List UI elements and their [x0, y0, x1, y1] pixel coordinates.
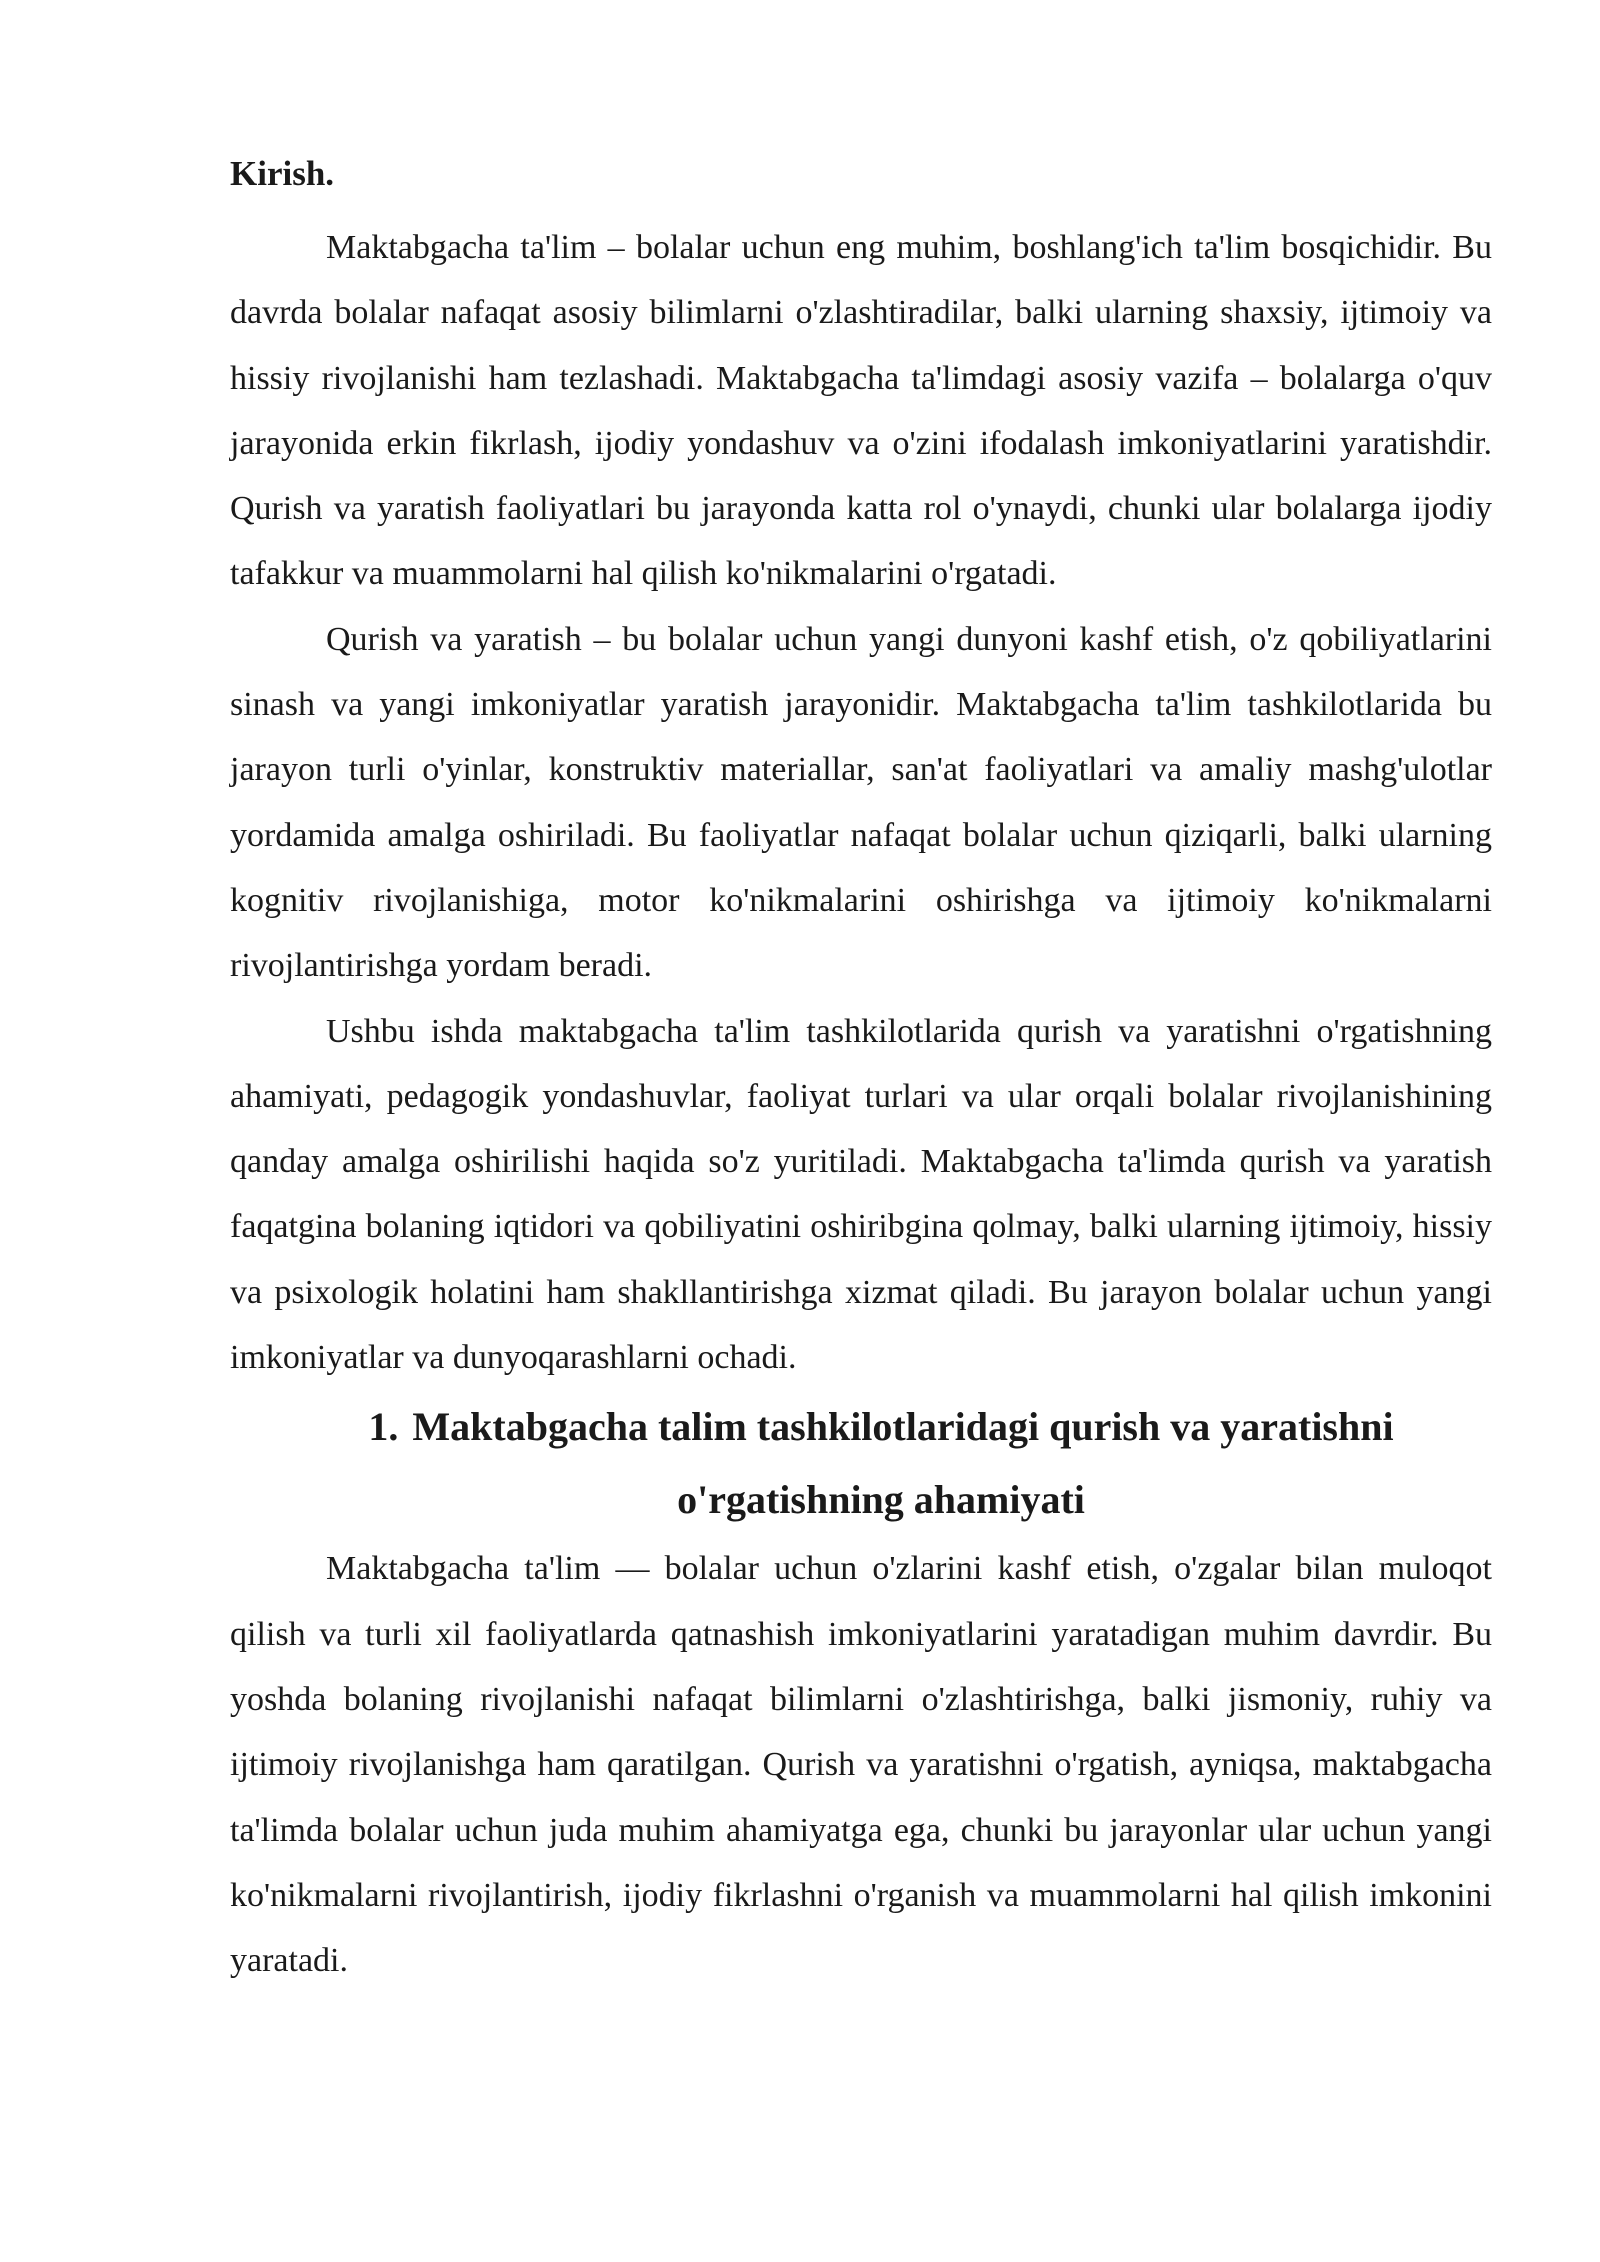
section-1-title: Maktabgacha talim tashkilotlaridagi qurish va yaratishni o'rgatishning ahamiyati: [412, 1404, 1394, 1523]
section-1-number: 1.: [368, 1404, 399, 1450]
document-page: [230, 150, 1492, 1993]
intro-paragraph-2: Qurish va yaratish – bu bolalar uchun yangi dunyoni kashf etish, o'z qobiliyatlarini sinash va yangi imkoniyatlar yaratish jarayonidir. Maktabgacha ta'lim tashkilotlarida bu jarayon turli o'yinlar, konstruktiv materiallar, san'at faoliyatlari va amaliy mashg'ulotlar yordamida amalga oshiriladi. Bu faoliyatlar nafaqat bolalar uchun qiziqarli, balki ularning kognitiv rivojlanishiga, motor ko'nikmalarini oshirishga va ijtimoiy ko'nikmalarni rivojlantirishga yordam beradi.: [230, 620, 1492, 985]
section-1-heading: [230, 1390, 1492, 1536]
intro-heading: Kirish.: [230, 154, 335, 193]
section-1-paragraph-1: Maktabgacha ta'lim — bolalar uchun o'zlarini kashf etish, o'zgalar bilan muloqot qilish va turli xil faoliyatlarda qatnashish imkoniyatlarini yaratadigan muhim davrdir. Bu yoshda bolaning rivojlanishi nafaqat bilimlarni o'zlashtirishga, balki jismoniy, ruhiy va ijtimoiy rivojlanishga ham qaratilgan. Qurish va yaratishni o'rgatish, ayniqsa, maktabgacha ta'limda bolalar uchun juda muhim ahamiyatga ega, chunki bu jarayonlar ular uchun yangi ko'nikmalarni rivojlantirish, ijodiy fikrlashni o'rganish va muammolarni hal qilish imkonini yaratadi.: [230, 1550, 1492, 1980]
intro-paragraph-3: Ushbu ishda maktabgacha ta'lim tashkilotlarida qurish va yaratishni o'rgatishning ahamiyati, pedagogik yondashuvlar, faoliyat turlari va ular orqali bolalar rivojlanishining qanday amalga oshirilishi haqida so'z yuritiladi. Maktabgacha ta'limda qurish va yaratish faqatgina bolaning iqtidori va qobiliyatini oshiribgina qolmay, balki ularning ijtimoiy, hissiy va psixologik holatini ham shakllantirishga xizmat qiladi. Bu jarayon bolalar uchun yangi imkoniyatlar va dunyoqarashlarni ochadi.: [230, 1012, 1492, 1377]
intro-paragraph-1: Maktabgacha ta'lim – bolalar uchun eng muhim, boshlang'ich ta'lim bosqichidir. Bu davrda bolalar nafaqat asosiy bilimlarni o'zlashtiradilar, balki ularning shaxsiy, ijtimoiy va hissiy rivojlanishi ham tezlashadi. Maktabgacha ta'limdagi asosiy vazifa – bolalarga o'quv jarayonida erkin fikrlash, ijodiy yondashuv va o'zini ifodalash imkoniyatlarini yaratishdir. Qurish va yaratish faoliyatlari bu jarayonda katta rol o'ynaydi, chunki ular bolalarga ijodiy tafakkur va muammolarni hal qilish ko'nikmalarini o'rgatadi.: [230, 229, 1492, 593]
